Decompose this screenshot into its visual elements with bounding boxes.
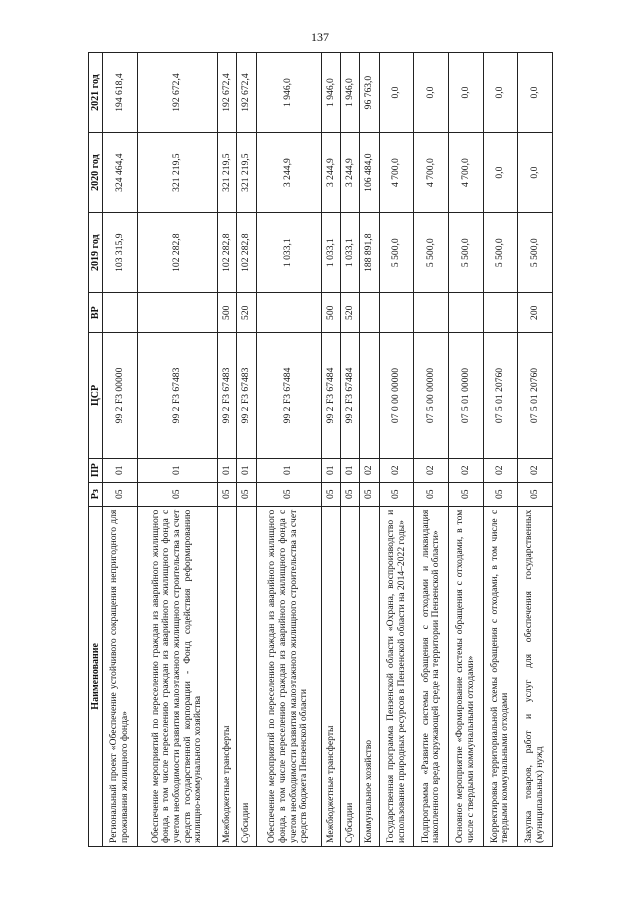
cell-2020: 4 700,0 — [414, 133, 449, 213]
cell-csr: 99 2 F3 67484 — [341, 333, 360, 458]
header-vr: ВР — [89, 293, 103, 333]
cell-csr: 99 2 F3 00000 — [103, 333, 138, 458]
cell-csr: 99 2 F3 67483 — [217, 333, 236, 458]
cell-2021: 96 763,0 — [360, 53, 379, 133]
cell-2021: 1 946,0 — [256, 53, 321, 133]
header-rz: Рз — [89, 482, 103, 506]
table-body — [103, 53, 553, 847]
cell-vr: 500 — [321, 293, 340, 333]
cell-rz: 05 — [483, 482, 518, 506]
cell-rz: 05 — [237, 482, 256, 506]
header-2019: 2019 год — [89, 213, 103, 293]
table-row — [379, 53, 414, 847]
cell-pr: 01 — [217, 458, 236, 482]
cell-vr — [360, 293, 379, 333]
table-row — [518, 53, 553, 847]
cell-rz: 05 — [449, 482, 484, 506]
cell-2021: 194 618,4 — [103, 53, 138, 133]
cell-vr — [449, 293, 484, 333]
table-row — [414, 53, 449, 847]
cell-name: Основное мероприятие «Формирование системы обращения с отходами, в том числе с твердыми коммунальными отходами» — [449, 506, 484, 846]
cell-2019: 188 891,8 — [360, 213, 379, 293]
cell-pr: 02 — [449, 458, 484, 482]
cell-rz: 05 — [341, 482, 360, 506]
cell-csr: 07 5 01 00000 — [449, 333, 484, 458]
cell-rz: 05 — [217, 482, 236, 506]
cell-csr: 07 0 00 00000 — [379, 333, 414, 458]
cell-rz: 05 — [137, 482, 217, 506]
cell-2019: 103 315,9 — [103, 213, 138, 293]
cell-2021: 1 946,0 — [341, 53, 360, 133]
cell-csr: 07 5 01 20760 — [518, 333, 553, 458]
cell-pr: 02 — [360, 458, 379, 482]
header-name: Наименование — [89, 506, 103, 846]
cell-2021: 1 946,0 — [321, 53, 340, 133]
table-header-row — [89, 53, 103, 847]
cell-pr: 02 — [518, 458, 553, 482]
cell-name: Межбюджетные трансферты — [321, 506, 340, 846]
table-row — [217, 53, 236, 847]
cell-vr — [414, 293, 449, 333]
cell-vr: 520 — [237, 293, 256, 333]
cell-2020: 0,0 — [518, 133, 553, 213]
table-row — [256, 53, 321, 847]
cell-2020: 321 219,5 — [217, 133, 236, 213]
cell-rz: 05 — [379, 482, 414, 506]
cell-pr: 01 — [256, 458, 321, 482]
table-row — [449, 53, 484, 847]
cell-2021: 0,0 — [449, 53, 484, 133]
cell-2021: 192 672,4 — [217, 53, 236, 133]
cell-2021: 0,0 — [518, 53, 553, 133]
cell-2020: 106 484,0 — [360, 133, 379, 213]
table-row — [341, 53, 360, 847]
cell-rz: 05 — [321, 482, 340, 506]
cell-vr — [103, 293, 138, 333]
cell-2021: 0,0 — [379, 53, 414, 133]
cell-name: Субсидии — [237, 506, 256, 846]
cell-2021: 192 672,4 — [137, 53, 217, 133]
cell-2019: 5 500,0 — [449, 213, 484, 293]
header-2021: 2021 год — [89, 53, 103, 133]
header-pr: ПР — [89, 458, 103, 482]
table-row — [321, 53, 340, 847]
cell-vr: 500 — [217, 293, 236, 333]
table-row — [103, 53, 138, 847]
cell-name: Подпрограмма «Развитие системы обращения с отходами и ликвидация накопленного вреда окружающей среде на территории Пензенской области» — [414, 506, 449, 846]
cell-2019: 1 033,1 — [321, 213, 340, 293]
cell-pr: 01 — [237, 458, 256, 482]
cell-pr: 02 — [379, 458, 414, 482]
cell-2020: 321 219,5 — [237, 133, 256, 213]
budget-table-rotated — [88, 52, 553, 847]
cell-2020: 321 219,5 — [137, 133, 217, 213]
cell-rz: 05 — [256, 482, 321, 506]
cell-rz: 05 — [360, 482, 379, 506]
cell-csr: 99 2 F3 67484 — [256, 333, 321, 458]
cell-rz: 05 — [518, 482, 553, 506]
cell-2019: 102 282,8 — [217, 213, 236, 293]
cell-pr: 01 — [137, 458, 217, 482]
header-csr: ЦСР — [89, 333, 103, 458]
cell-2020: 3 244,9 — [341, 133, 360, 213]
cell-rz: 05 — [103, 482, 138, 506]
cell-2020: 4 700,0 — [449, 133, 484, 213]
cell-2020: 3 244,9 — [256, 133, 321, 213]
cell-pr: 02 — [483, 458, 518, 482]
cell-csr: 07 5 00 00000 — [414, 333, 449, 458]
table-row — [237, 53, 256, 847]
page-number: 137 — [311, 30, 329, 44]
cell-name: Обеспечение мероприятий по переселению граждан из аварийного жилищного фонда, в том числе переселению граждан из аварийного жилищного фонда с учетом необходимости развития малоэтажного жилищного строительства за счет средств бюджета Пензенской области — [256, 506, 321, 846]
cell-pr: 02 — [414, 458, 449, 482]
cell-name: Государственная программа Пензенской области «Охрана, воспроизводство и использование природных ресурсов в Пензенской области на 2014–2022 годы» — [379, 506, 414, 846]
cell-2020: 0,0 — [483, 133, 518, 213]
cell-2019: 5 500,0 — [414, 213, 449, 293]
cell-vr — [137, 293, 217, 333]
table-row — [360, 53, 379, 847]
cell-vr — [483, 293, 518, 333]
cell-csr — [360, 333, 379, 458]
cell-2019: 1 033,1 — [256, 213, 321, 293]
cell-csr: 99 2 F3 67484 — [321, 333, 340, 458]
table-row — [483, 53, 518, 847]
header-2020: 2020 год — [89, 133, 103, 213]
cell-vr: 200 — [518, 293, 553, 333]
cell-name: Межбюджетные трансферты — [217, 506, 236, 846]
cell-csr: 99 2 F3 67483 — [137, 333, 217, 458]
cell-pr: 01 — [103, 458, 138, 482]
cell-vr — [256, 293, 321, 333]
cell-2019: 5 500,0 — [483, 213, 518, 293]
cell-2019: 5 500,0 — [379, 213, 414, 293]
budget-table — [88, 52, 553, 847]
table-row — [137, 53, 217, 847]
cell-2021: 0,0 — [414, 53, 449, 133]
cell-csr: 07 5 01 20760 — [483, 333, 518, 458]
cell-2019: 1 033,1 — [341, 213, 360, 293]
cell-pr: 01 — [321, 458, 340, 482]
cell-name: Корректировка территориальной схемы обращения с отходами, в том числе с твердыми коммунальными отходами — [483, 506, 518, 846]
cell-name: Обеспечение мероприятий по переселению граждан из аварийного жилищного фонда, в том числе переселению граждан из аварийного жилищного фонда с учетом необходимости развития малоэтажного жилищного строительства за счет средств государственной корпорации - Фонд содействия реформированию жилищно-коммунального хозяйства — [137, 506, 217, 846]
cell-2020: 324 464,4 — [103, 133, 138, 213]
cell-2020: 4 700,0 — [379, 133, 414, 213]
cell-vr — [379, 293, 414, 333]
cell-pr: 01 — [341, 458, 360, 482]
cell-csr: 99 2 F3 67483 — [237, 333, 256, 458]
cell-2019: 5 500,0 — [518, 213, 553, 293]
cell-2020: 3 244,9 — [321, 133, 340, 213]
cell-2021: 0,0 — [483, 53, 518, 133]
cell-vr: 520 — [341, 293, 360, 333]
cell-name: Закупка товаров, работ и услуг для обеспечения государственных (муниципальных) нужд — [518, 506, 553, 846]
cell-rz: 05 — [414, 482, 449, 506]
cell-name: Региональный проект «Обеспечение устойчивого сокращения непригодного для проживания жилищного фонда» — [103, 506, 138, 846]
cell-2021: 192 672,4 — [237, 53, 256, 133]
cell-name: Коммунальное хозяйство — [360, 506, 379, 846]
cell-2019: 102 282,8 — [237, 213, 256, 293]
cell-2019: 102 282,8 — [137, 213, 217, 293]
cell-name: Субсидии — [341, 506, 360, 846]
